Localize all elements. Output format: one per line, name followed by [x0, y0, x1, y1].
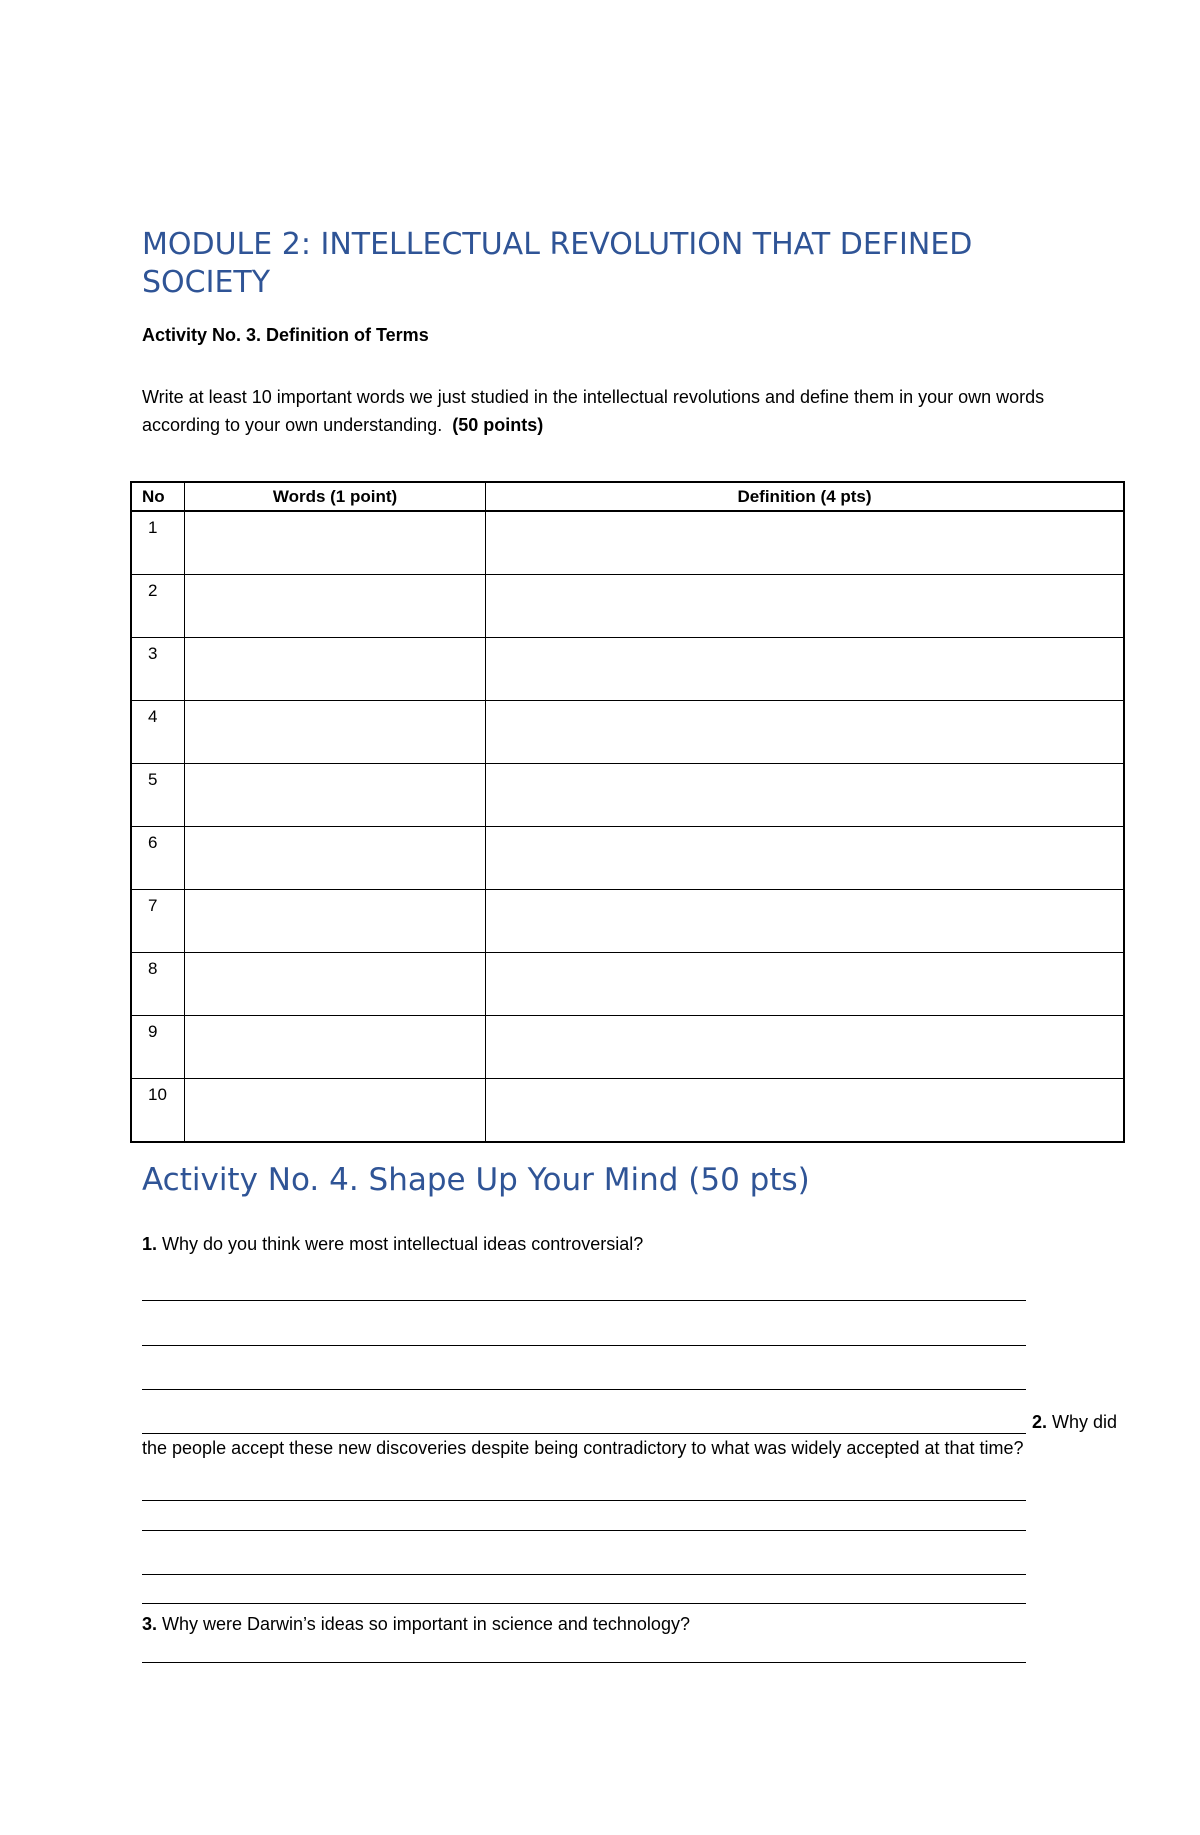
- terms-table: [130, 481, 1125, 1143]
- activity-3-instructions: [142, 383, 1122, 439]
- activity-3-title: Activity No. 3. Definition of Terms: [142, 325, 429, 345]
- definition-cell[interactable]: [486, 890, 1125, 953]
- row-number: 5: [131, 764, 185, 827]
- definition-cell[interactable]: [486, 575, 1125, 638]
- table-row: [131, 511, 1124, 575]
- word-cell[interactable]: [185, 827, 486, 890]
- question-2: [142, 1438, 1024, 1459]
- row-number: 4: [131, 701, 185, 764]
- row-number: 8: [131, 953, 185, 1016]
- row-number: 10: [131, 1079, 185, 1143]
- definition-cell[interactable]: [486, 638, 1125, 701]
- table-row: [131, 1079, 1124, 1143]
- answer-line[interactable]: [142, 1662, 1026, 1663]
- table-row: [131, 953, 1124, 1016]
- instructions-points: (50 points): [452, 415, 544, 435]
- word-cell[interactable]: [185, 575, 486, 638]
- definition-cell[interactable]: [486, 511, 1125, 575]
- answer-line[interactable]: [142, 1530, 1026, 1531]
- table-row: [131, 575, 1124, 638]
- header-words: Words (1 point): [185, 482, 486, 511]
- question-1-number: 1.: [142, 1234, 158, 1254]
- table-row: [131, 890, 1124, 953]
- question-1-text: Why do you think were most intellectual ideas controversial?: [162, 1234, 644, 1254]
- row-number: 1: [131, 511, 185, 575]
- word-cell[interactable]: [185, 638, 486, 701]
- table-row: [131, 1016, 1124, 1079]
- question-1: [142, 1234, 643, 1255]
- definition-cell[interactable]: [486, 1016, 1125, 1079]
- word-cell[interactable]: [185, 764, 486, 827]
- module-title: MODULE 2: INTELLECTUAL REVOLUTION THAT DEFINED SOCIETY: [142, 227, 973, 300]
- definition-cell[interactable]: [486, 827, 1125, 890]
- activity-4-title: Activity No. 4. Shape Up Your Mind (50 pts): [142, 1162, 810, 1198]
- table-row: [131, 638, 1124, 701]
- word-cell[interactable]: [185, 511, 486, 575]
- question-2-text: the people accept these new discoveries despite being contradictory to what was widely accepted at that time?: [142, 1438, 1024, 1458]
- table-row: [131, 701, 1124, 764]
- answer-line[interactable]: [142, 1433, 1026, 1434]
- word-cell[interactable]: [185, 953, 486, 1016]
- answer-line[interactable]: [142, 1603, 1026, 1604]
- row-number: 9: [131, 1016, 185, 1079]
- instructions-text: Write at least 10 important words we just studied in the intellectual revolutions and define them in your own words according to your own understanding.: [142, 387, 1045, 435]
- row-number: 3: [131, 638, 185, 701]
- question-3-text: Why were Darwin’s ideas so important in science and technology?: [162, 1614, 690, 1634]
- question-2-number: 2.: [1032, 1412, 1048, 1432]
- question-2-lead-text: Why did: [1052, 1412, 1118, 1432]
- question-3-number: 3.: [142, 1614, 158, 1634]
- header-no: No: [131, 482, 185, 511]
- definition-cell[interactable]: [486, 701, 1125, 764]
- header-definition: Definition (4 pts): [486, 482, 1125, 511]
- answer-line[interactable]: [142, 1300, 1026, 1301]
- definition-cell[interactable]: [486, 1079, 1125, 1143]
- question-2-lead: [1032, 1412, 1117, 1433]
- table-row: [131, 827, 1124, 890]
- row-number: 7: [131, 890, 185, 953]
- table-header-row: [131, 482, 1124, 511]
- answer-line[interactable]: [142, 1389, 1026, 1390]
- row-number: 2: [131, 575, 185, 638]
- table-row: [131, 764, 1124, 827]
- question-3: [142, 1614, 690, 1635]
- word-cell[interactable]: [185, 890, 486, 953]
- answer-line[interactable]: [142, 1345, 1026, 1346]
- definition-cell[interactable]: [486, 764, 1125, 827]
- row-number: 6: [131, 827, 185, 890]
- word-cell[interactable]: [185, 701, 486, 764]
- answer-line[interactable]: [142, 1574, 1026, 1575]
- definition-cell[interactable]: [486, 953, 1125, 1016]
- word-cell[interactable]: [185, 1016, 486, 1079]
- word-cell[interactable]: [185, 1079, 486, 1143]
- answer-line[interactable]: [142, 1500, 1026, 1501]
